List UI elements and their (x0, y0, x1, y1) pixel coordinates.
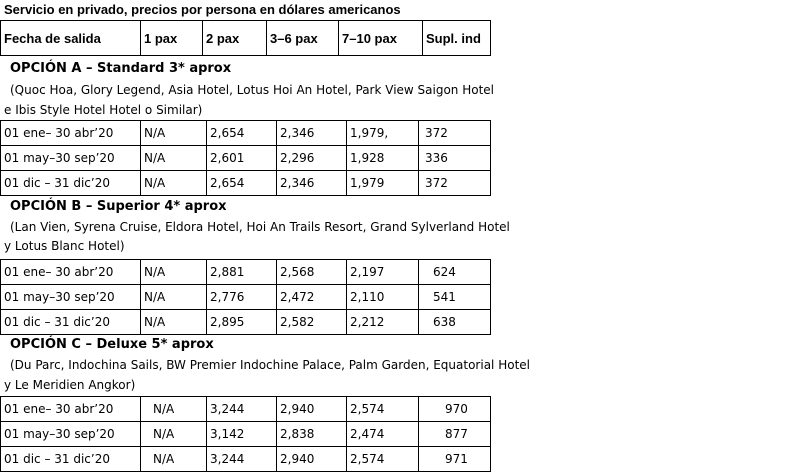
supplement-cell: 372 (419, 171, 491, 196)
document-title: Servicio en privado, precios por persona en dólares americanos (4, 2, 401, 17)
date-cell: 01 ene– 30 abr’20 (1, 260, 141, 285)
price-cell-3-6pax: 2,346 (277, 121, 347, 146)
option-a-hotels-line1: (Quoc Hoa, Glory Legend, Asia Hotel, Lotus Hoi An Hotel, Park View Saigon Hotel (10, 83, 495, 97)
price-cell-1pax: N/A (141, 447, 207, 472)
price-cell-7-10pax: 2,474 (347, 422, 419, 447)
header-cell-3-6pax: 3–6 pax (267, 21, 339, 56)
date-cell: 01 may–30 sep’20 (1, 285, 141, 310)
table-row (1, 422, 491, 447)
supplement-cell: 638 (419, 310, 491, 335)
price-cell-2pax: 2,654 (207, 121, 277, 146)
header-row (1, 21, 491, 56)
date-cell: 01 dic – 31 dic’20 (1, 447, 141, 472)
date-cell: 01 dic – 31 dic’20 (1, 310, 141, 335)
supplement-cell: 970 (419, 397, 491, 422)
option-b-title: OPCIÓN B – Superior 4* aprox (10, 199, 227, 214)
header-cell-7-10pax: 7–10 pax (339, 21, 423, 56)
price-cell-1pax: N/A (141, 422, 207, 447)
price-cell-2pax: 2,654 (207, 171, 277, 196)
option-a-rates-table (0, 120, 491, 196)
option-c-hotels-line2: y Le Meridien Angkor) (4, 378, 136, 392)
price-cell-7-10pax: 2,110 (347, 285, 419, 310)
table-row (1, 171, 491, 196)
price-cell-3-6pax: 2,940 (277, 447, 347, 472)
date-cell: 01 ene– 30 abr’20 (1, 397, 141, 422)
price-cell-3-6pax: 2,568 (277, 260, 347, 285)
header-cell-supl-ind: Supl. ind (423, 21, 491, 56)
price-cell-3-6pax: 2,346 (277, 171, 347, 196)
option-a-title: OPCIÓN A – Standard 3* aprox (10, 61, 232, 76)
price-cell-3-6pax: 2,296 (277, 146, 347, 171)
table-row (1, 285, 491, 310)
price-cell-2pax: 3,142 (207, 422, 277, 447)
table-row (1, 397, 491, 422)
price-cell-7-10pax: 1,979, (347, 121, 419, 146)
date-cell: 01 ene– 30 abr’20 (1, 121, 141, 146)
price-cell-3-6pax: 2,582 (277, 310, 347, 335)
price-cell-1pax: N/A (141, 397, 207, 422)
price-cell-2pax: 2,895 (207, 310, 277, 335)
header-cell-2pax: 2 pax (203, 21, 267, 56)
price-cell-2pax: 2,881 (207, 260, 277, 285)
price-cell-1pax: N/A (141, 171, 207, 196)
supplement-cell: 336 (419, 146, 491, 171)
supplement-cell: 541 (419, 285, 491, 310)
price-cell-7-10pax: 1,979 (347, 171, 419, 196)
price-cell-3-6pax: 2,940 (277, 397, 347, 422)
option-b-hotels-line1: (Lan Vien, Syrena Cruise, Eldora Hotel, Hoi An Trails Resort, Grand Sylverland Hotel (10, 220, 510, 234)
table-row (1, 310, 491, 335)
table-row (1, 121, 491, 146)
price-cell-1pax: N/A (141, 310, 207, 335)
price-cell-1pax: N/A (141, 285, 207, 310)
option-c-hotels-line1: (Du Parc, Indochina Sails, BW Premier Indochine Palace, Palm Garden, Equatorial Hotel (10, 358, 530, 372)
header-cell-1pax: 1 pax (141, 21, 203, 56)
price-cell-2pax: 2,601 (207, 146, 277, 171)
option-b-hotels-line2: y Lotus Blanc Hotel) (4, 239, 125, 253)
date-cell: 01 may–30 sep’20 (1, 146, 141, 171)
option-c-rates-table (0, 396, 491, 472)
table-row (1, 146, 491, 171)
price-cell-7-10pax: 2,574 (347, 447, 419, 472)
price-cell-7-10pax: 2,212 (347, 310, 419, 335)
date-cell: 01 may–30 sep’20 (1, 422, 141, 447)
price-cell-1pax: N/A (141, 121, 207, 146)
price-cell-7-10pax: 1,928 (347, 146, 419, 171)
option-a-hotels-line2: e Ibis Style Hotel Hotel o Similar) (4, 103, 203, 117)
price-cell-7-10pax: 2,574 (347, 397, 419, 422)
supplement-cell: 971 (419, 447, 491, 472)
price-cell-1pax: N/A (141, 260, 207, 285)
price-cell-3-6pax: 2,838 (277, 422, 347, 447)
date-cell: 01 dic – 31 dic’20 (1, 171, 141, 196)
price-cell-2pax: 3,244 (207, 397, 277, 422)
price-cell-1pax: N/A (141, 146, 207, 171)
option-b-rates-table (0, 259, 491, 335)
supplement-cell: 624 (419, 260, 491, 285)
price-cell-7-10pax: 2,197 (347, 260, 419, 285)
table-row (1, 260, 491, 285)
price-cell-2pax: 3,244 (207, 447, 277, 472)
option-c-title: OPCIÓN C – Deluxe 5* aprox (10, 337, 214, 352)
table-row (1, 447, 491, 472)
supplement-cell: 877 (419, 422, 491, 447)
header-cell-date: Fecha de salida (1, 21, 141, 56)
supplement-cell: 372 (419, 121, 491, 146)
price-cell-2pax: 2,776 (207, 285, 277, 310)
header-table (0, 20, 491, 56)
price-cell-3-6pax: 2,472 (277, 285, 347, 310)
